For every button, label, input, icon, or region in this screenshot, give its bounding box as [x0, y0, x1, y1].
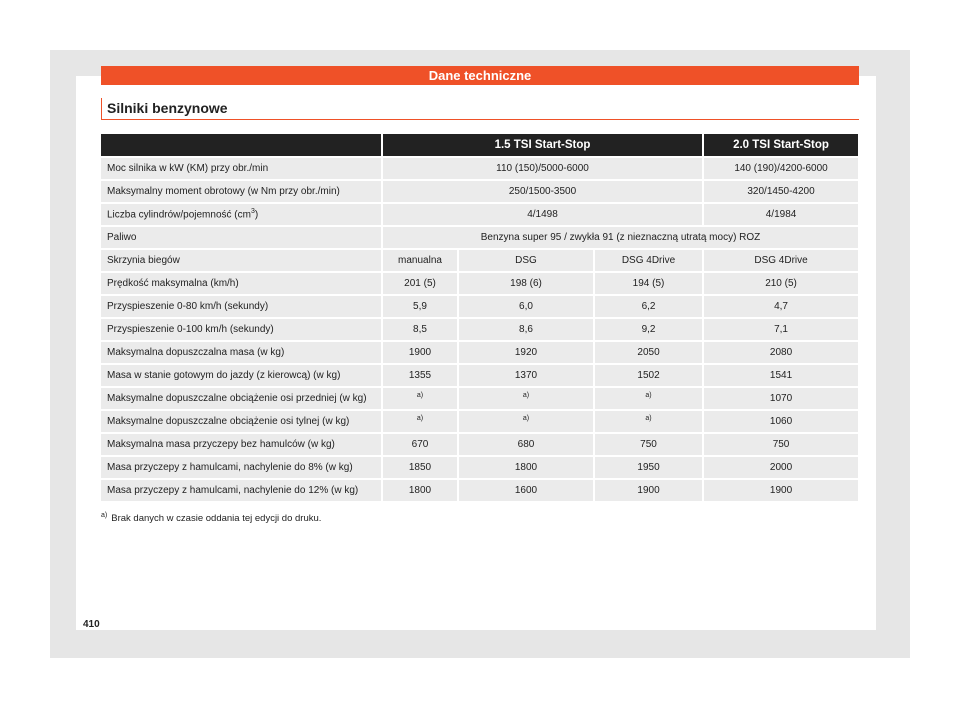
- cell-value: manualna: [398, 255, 442, 266]
- row-label-text: Masa przyczepy z hamulcami, nachylenie do 12% (w kg): [107, 485, 359, 496]
- cell-value: DSG 4Drive: [621, 255, 676, 266]
- cell-value: 680: [517, 439, 535, 450]
- cell-value: DSG: [515, 255, 537, 266]
- cell-value: DSG 4Drive: [754, 255, 808, 266]
- cell-value: 4/1984: [765, 209, 797, 220]
- cell-value: 320/1450-4200: [747, 186, 815, 197]
- table-cell: [459, 319, 593, 340]
- row-label: [101, 388, 381, 409]
- row-label-text: Masa w stanie gotowym do jazdy (z kierowcą) (w kg): [107, 370, 341, 381]
- table-header-engine-2: 2.0 TSI Start-Stop: [704, 134, 858, 156]
- row-label-text: Paliwo: [107, 232, 137, 243]
- page-number: 410: [83, 619, 100, 630]
- cell-value: 1900: [637, 485, 660, 496]
- cell-value: 7,1: [774, 324, 788, 335]
- row-label-text: Liczba cylindrów/pojemność (cm: [107, 209, 251, 221]
- footnote-reference: a): [645, 415, 652, 423]
- table-cell: [704, 342, 858, 363]
- table-cell: [595, 319, 702, 340]
- table-header-empty: [101, 134, 381, 156]
- table-cell: [459, 411, 593, 432]
- cell-value: 5,9: [413, 301, 427, 312]
- table-cell: [704, 204, 858, 225]
- table-row: [101, 411, 858, 432]
- table-cell: [704, 273, 858, 294]
- table-cell: [704, 480, 858, 501]
- row-label-text: Moc silnika w kW (KM) przy obr./min: [107, 163, 269, 174]
- table-cell: [704, 365, 858, 386]
- table-header-engine-1: 1.5 TSI Start-Stop: [383, 134, 702, 156]
- table-cell: [704, 457, 858, 478]
- row-label-text: Skrzynia biegów: [107, 255, 180, 266]
- table-cell: [459, 365, 593, 386]
- table-row: [101, 388, 858, 409]
- footnote-reference: a): [522, 392, 530, 400]
- table-cell: [459, 388, 593, 409]
- row-label: [101, 181, 381, 202]
- table-header-row: [101, 134, 858, 156]
- table-row: [101, 181, 858, 202]
- cell-value: 8,6: [519, 324, 533, 335]
- cell-value: 2000: [769, 462, 793, 473]
- cell-value: 210 (5): [765, 278, 797, 289]
- table-cell: [704, 434, 858, 455]
- table-cell: [383, 457, 457, 478]
- table-cell: [459, 434, 593, 455]
- table-cell: [704, 388, 858, 409]
- table-cell: [383, 204, 702, 225]
- table-cell: [704, 296, 858, 317]
- table-cell: [595, 365, 702, 386]
- footnote: [101, 512, 321, 524]
- cell-value: 2080: [769, 347, 793, 358]
- row-label-suffix: ): [254, 209, 259, 221]
- row-label: [101, 434, 381, 455]
- footnote-reference: a): [416, 415, 424, 423]
- cell-value: 1800: [408, 485, 432, 496]
- chapter-header: [101, 66, 859, 85]
- footnote-reference: a): [522, 415, 530, 423]
- table-cell: [383, 181, 702, 202]
- row-label-text: Maksymalny moment obrotowy (w Nm przy obr./min): [107, 186, 340, 197]
- cell-value: 1541: [769, 370, 793, 381]
- table-cell: [595, 342, 702, 363]
- chapter-title: Dane techniczne: [428, 68, 532, 83]
- table-row: [101, 273, 858, 294]
- cell-value: 1950: [637, 462, 660, 473]
- table-cell: [459, 296, 593, 317]
- cell-value: 198 (6): [510, 278, 542, 289]
- cell-value: 6,2: [641, 301, 656, 312]
- cell-value: 1920: [514, 347, 538, 358]
- table-row: [101, 250, 858, 271]
- table-cell: [595, 434, 702, 455]
- table-cell: [459, 342, 593, 363]
- row-label: [101, 342, 381, 363]
- cell-value: Benzyna super 95 / zwykła 91 (z nieznaczną utratą mocy) ROZ: [480, 232, 761, 243]
- row-label: [101, 273, 381, 294]
- cell-value: 1355: [408, 370, 432, 381]
- row-label-text: Przyspieszenie 0-80 km/h (sekundy): [107, 301, 269, 312]
- table-cell: [383, 388, 457, 409]
- table-cell: [383, 319, 457, 340]
- table-cell: [459, 457, 593, 478]
- row-label: [101, 296, 381, 317]
- cell-value: 1502: [637, 370, 660, 381]
- cell-value: 1850: [408, 462, 432, 473]
- table-row: [101, 227, 858, 248]
- cell-value: 110 (150)/5000-6000: [496, 163, 589, 174]
- table-row: [101, 158, 858, 179]
- row-label-text: Prędkość maksymalna (km/h): [107, 278, 239, 289]
- cell-value: 6,0: [519, 301, 533, 312]
- cell-value: 1900: [408, 347, 432, 358]
- section-title: Silniki benzynowe: [107, 100, 228, 116]
- table-cell: [459, 480, 593, 501]
- row-label: [101, 411, 381, 432]
- row-label-text: Maksymalna dopuszczalna masa (w kg): [107, 347, 285, 358]
- row-label: [101, 480, 381, 501]
- cell-value: 201 (5): [404, 278, 436, 289]
- footnote-marker: a): [101, 512, 108, 519]
- cell-value: 750: [772, 439, 790, 450]
- row-label: [101, 365, 381, 386]
- table-cell: [459, 250, 593, 271]
- cell-value: 1800: [514, 462, 538, 473]
- cell-value: 1070: [769, 393, 793, 404]
- footnote-reference: a): [645, 392, 652, 400]
- row-label: [101, 250, 381, 271]
- cell-value: 194 (5): [632, 278, 665, 289]
- table-cell: [383, 158, 702, 179]
- table-cell: [704, 158, 858, 179]
- cell-value: 250/1500-3500: [508, 186, 577, 197]
- table-cell: [595, 411, 702, 432]
- row-label-text: Masa przyczepy z hamulcami, nachylenie do 8% (w kg): [107, 462, 353, 473]
- row-label: [101, 158, 381, 179]
- table-cell: [704, 319, 858, 340]
- table-cell: [383, 227, 858, 248]
- table-cell: [383, 434, 457, 455]
- table-row: [101, 434, 858, 455]
- cell-value: 9,2: [641, 324, 656, 335]
- footnote-reference: a): [416, 392, 424, 400]
- engine-spec-table: [99, 132, 860, 503]
- row-label-text: Przyspieszenie 0-100 km/h (sekundy): [107, 324, 274, 335]
- row-label: [101, 227, 381, 248]
- table-cell: [383, 296, 457, 317]
- row-label: [101, 319, 381, 340]
- cell-value: 1900: [769, 485, 793, 496]
- table-row: [101, 296, 858, 317]
- row-label-text: Maksymalna masa przyczepy bez hamulców (w kg): [107, 439, 335, 450]
- cell-value: 4/1498: [527, 209, 558, 220]
- table-row: [101, 457, 858, 478]
- table-cell: [383, 342, 457, 363]
- table-row: [101, 319, 858, 340]
- row-label-text: Maksymalne dopuszczalne obciążenie osi tylnej (w kg): [107, 416, 350, 427]
- table-cell: [383, 365, 457, 386]
- cell-value: 1370: [514, 370, 538, 381]
- table-cell: [595, 388, 702, 409]
- table-cell: [595, 296, 702, 317]
- row-label: [101, 457, 381, 478]
- table-row: [101, 204, 858, 225]
- table-cell: [595, 250, 702, 271]
- section-heading: [101, 98, 859, 120]
- cell-value: 1060: [769, 416, 793, 427]
- table-cell: [383, 480, 457, 501]
- cell-value: 750: [640, 439, 657, 450]
- table-cell: [595, 457, 702, 478]
- cell-value: 2050: [637, 347, 660, 358]
- row-label-text: Maksymalne dopuszczalne obciążenie osi przedniej (w kg): [107, 393, 367, 404]
- table-cell: [595, 273, 702, 294]
- table-cell: [383, 250, 457, 271]
- table-cell: [595, 480, 702, 501]
- cell-value: 140 (190)/4200-6000: [734, 163, 828, 174]
- table-cell: [704, 181, 858, 202]
- table-cell: [383, 273, 457, 294]
- cell-value: 1600: [514, 485, 538, 496]
- table-cell: [704, 250, 858, 271]
- row-label: [101, 204, 381, 225]
- cell-value: 8,5: [413, 324, 427, 335]
- table-cell: [459, 273, 593, 294]
- table-cell: [704, 411, 858, 432]
- row-label-superscript: 3: [250, 208, 255, 216]
- cell-value: 4,7: [774, 301, 788, 312]
- table-row: [101, 342, 858, 363]
- table-row: [101, 480, 858, 501]
- table-cell: [383, 411, 457, 432]
- cell-value: 670: [411, 439, 429, 450]
- footnote-text: Brak danych w czasie oddania tej edycji do druku.: [111, 513, 322, 525]
- table-row: [101, 365, 858, 386]
